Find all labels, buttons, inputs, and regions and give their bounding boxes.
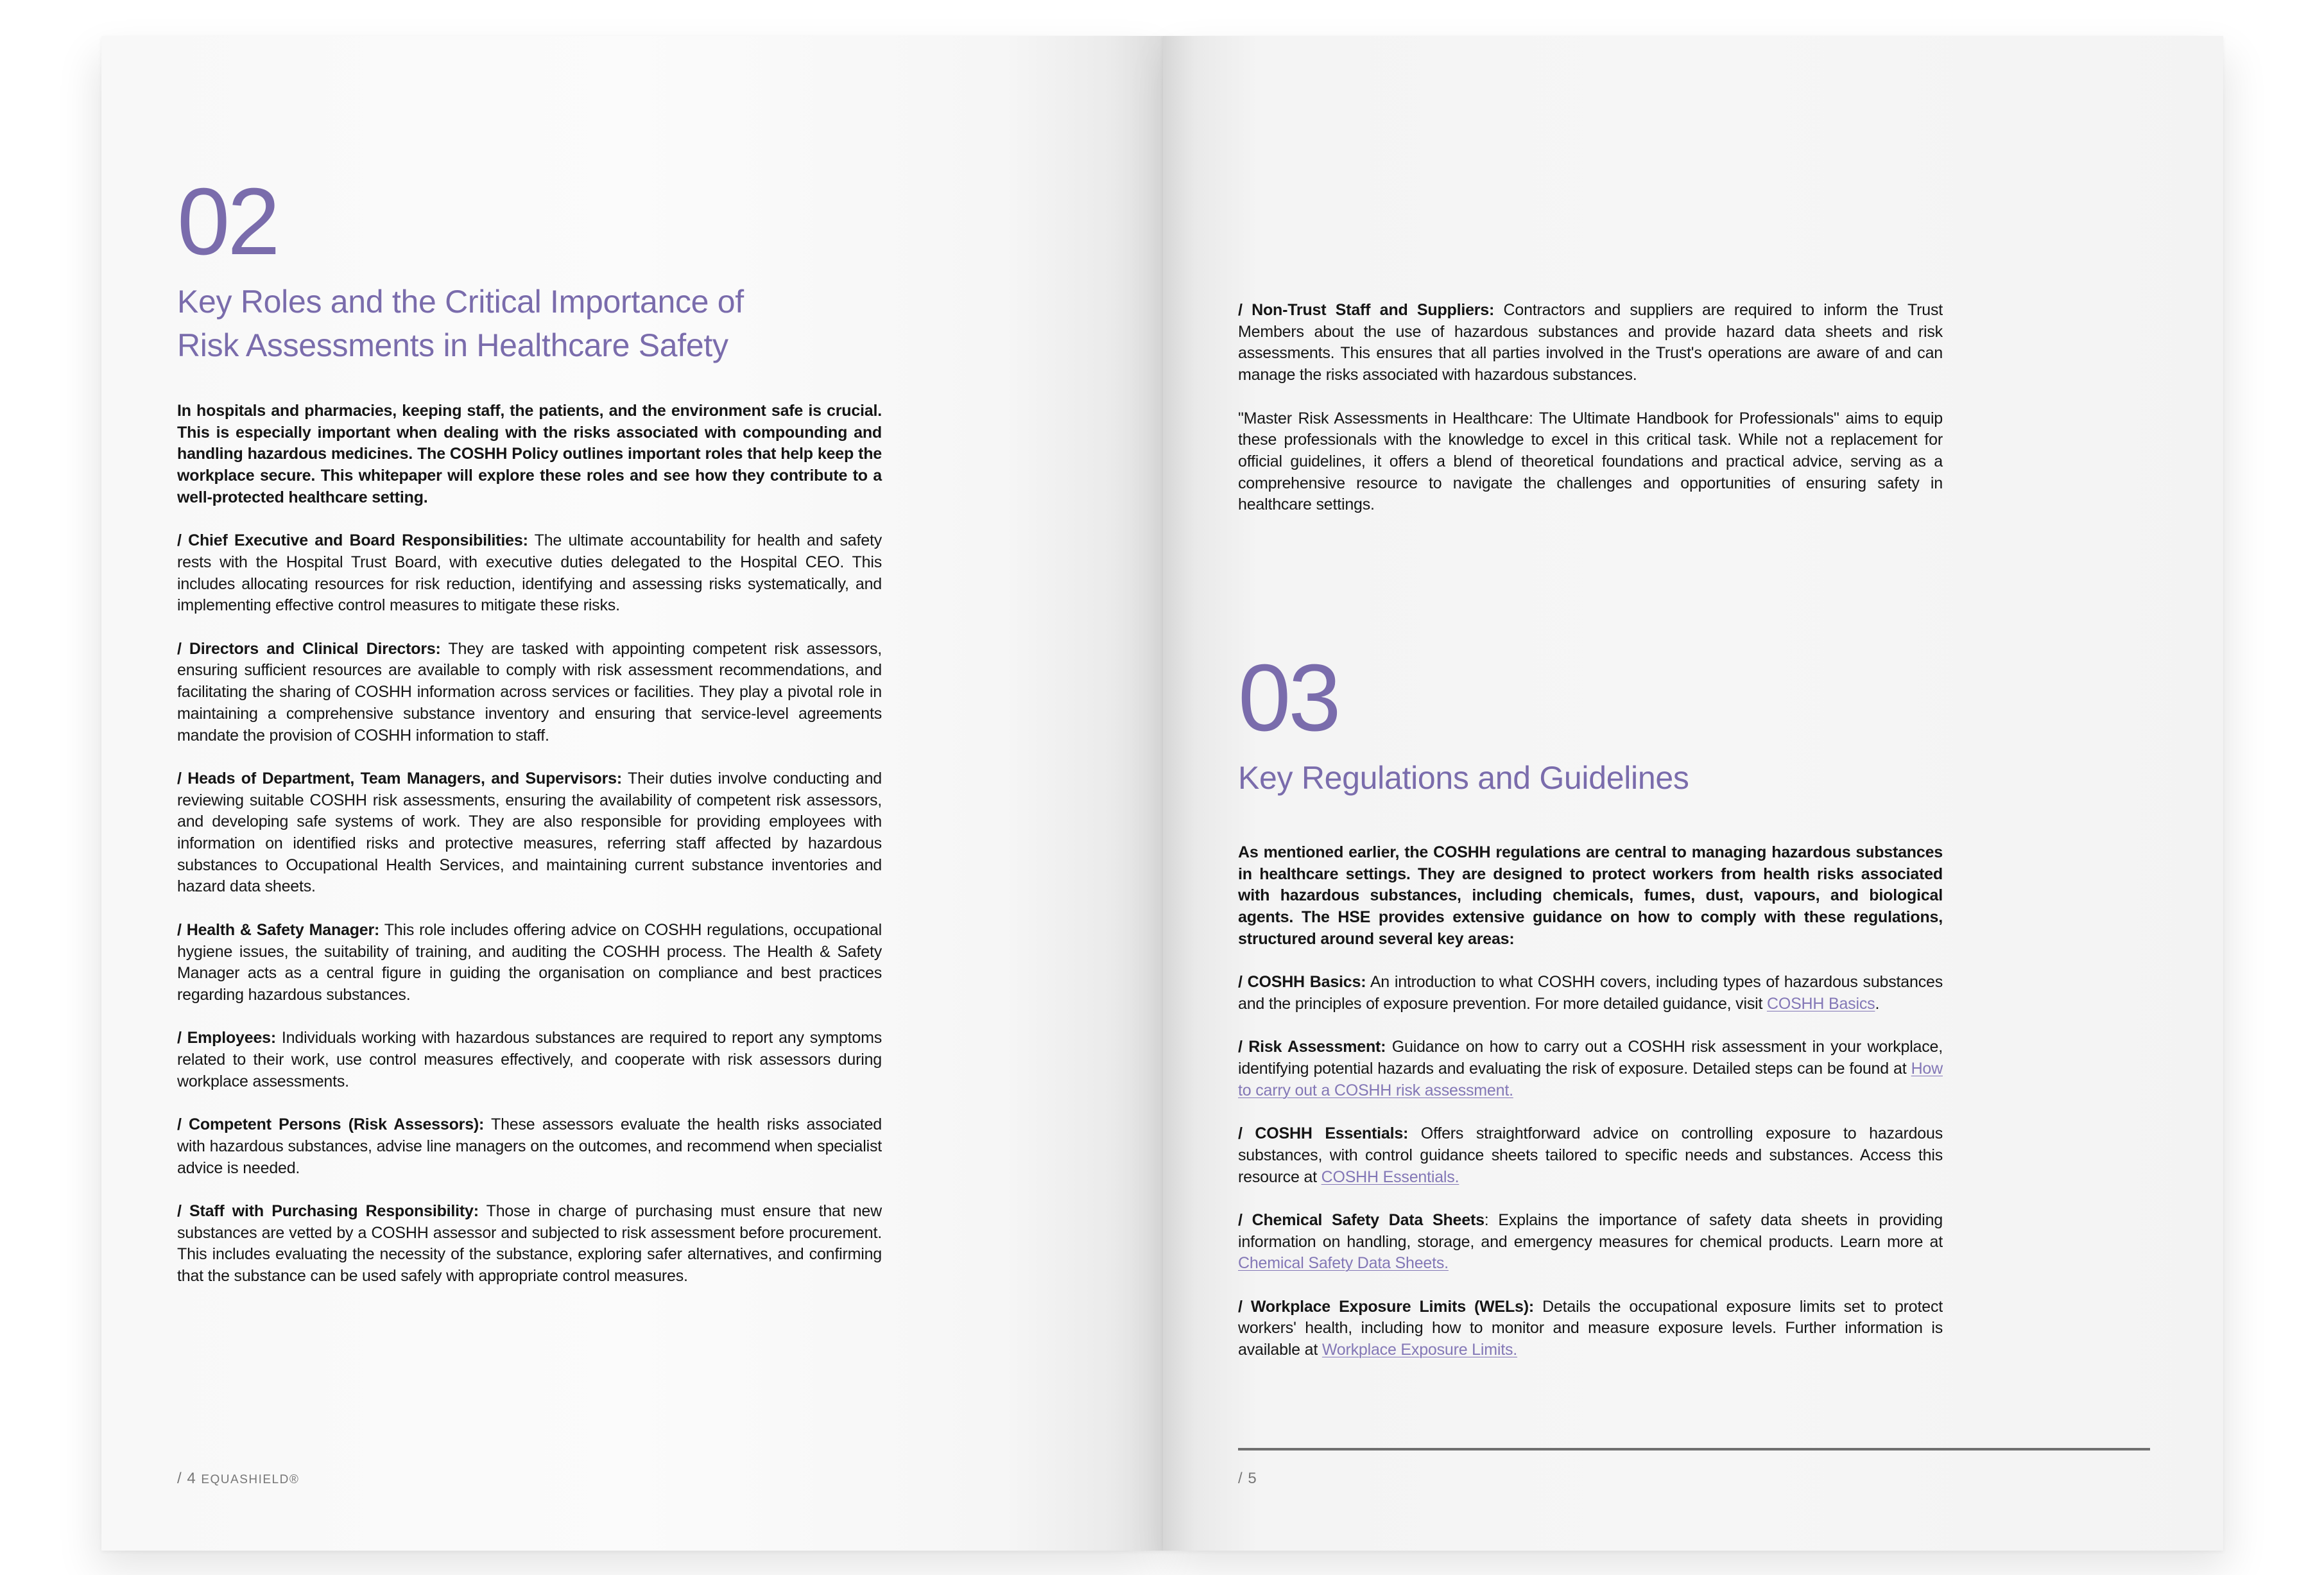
- guideline-paragraph: [1238, 1296, 1943, 1361]
- role-heading: / Non-Trust Staff and Suppliers:: [1238, 301, 1495, 319]
- role-heading: / Heads of Department, Team Managers, and Supervisors:: [177, 769, 622, 788]
- safety-data-sheets-link[interactable]: Chemical Safety Data Sheets.: [1238, 1254, 1449, 1273]
- role-text: The ultimate accountability for health and safety rests with the Hospital Trust Board, with executive duties delegated to the Hospital CEO. This includes allocating resources for risk reduction, identifying and assessing risks systematically, and implementing effective control measures to mitigate these risks.: [177, 531, 882, 615]
- role-text: Individuals working with hazardous substances are required to report any symptoms related to their work, use control measures effectively, and cooperate with risk assessors during workplace assessments.: [177, 1029, 882, 1090]
- role-text: Their duties involve conducting and reviewing suitable COSHH risk assessments, ensuring the availability of competent risk assessors, and developing safe systems of work. They are also responsible for providing employees with information on identified risks and protective measures, referring staff affected by hazardous substances to Occupational Health Services, and maintaining current substance inventories and hazard data sheets.: [177, 769, 882, 896]
- role-text: Those in charge of purchasing must ensure that new substances are vetted by a COSHH assessor and subjected to risk assessment before procurement. This includes evaluating the necessity of the substance, exploring safer alternatives, and confirming that the substance can be used safely with appropriate control measures.: [177, 1201, 882, 1286]
- page-number: / 4: [177, 1470, 196, 1487]
- role-heading: / Health & Safety Manager:: [177, 920, 380, 939]
- guideline-heading: / COSHH Basics:: [1238, 973, 1366, 992]
- page-number: / 5: [1238, 1470, 1257, 1487]
- role-text: This role includes offering advice on COSHH regulations, occupational hygiene issues, the suitability of training, and auditing the COSHH process. The Health & Safety Manager acts as a central figure in guiding the organisation on compliance and best practices regarding hazardous substances.: [177, 920, 882, 1004]
- right-page: [1163, 36, 2223, 1551]
- guideline-paragraph: [1238, 972, 1943, 1015]
- role-text: Contractors and suppliers are required to inform the Trust Members about the use of hazardous substances and provide hazard data sheets and risk assessments. This ensures that all parties involved in the Trust's operations are aware of and can manage the risks associated with hazardous substances.: [1238, 301, 1943, 384]
- role-heading: / Chief Executive and Board Responsibilities:: [177, 531, 528, 550]
- role-paragraph: [1238, 300, 1943, 386]
- risk-assessment-link[interactable]: How to carry out a COSHH risk assessment.: [1238, 1060, 1943, 1099]
- intro-paragraph: In hospitals and pharmacies, keeping staff, the patients, and the environment safe is crucial. This is especially important when dealing with the risks associated with compounding and handling hazardous medicines. The COSHH Policy outlines important roles that help keep the workplace secure. This whitepaper will explore these roles and see how they contribute to a well-protected healthcare setting.: [177, 402, 882, 506]
- role-heading: / Directors and Clinical Directors:: [177, 639, 441, 658]
- role-paragraph: [177, 1201, 882, 1287]
- role-paragraph: [177, 1028, 882, 1092]
- guideline-text: Details the occupational exposure limits set to protect workers' health, including how to monitor and measure exposure levels. Further information is available at: [1238, 1297, 1943, 1359]
- role-paragraph: [177, 920, 882, 1006]
- role-heading: / Employees:: [177, 1029, 276, 1047]
- role-heading: / Competent Persons (Risk Assessors):: [177, 1115, 485, 1134]
- section-title-line-2: Risk Assessments in Healthcare Safety: [177, 327, 728, 363]
- handbook-paragraph: "Master Risk Assessments in Healthcare: The Ultimate Handbook for Professionals" aims to equip these professionals with the knowledge to excel in this critical task. While not a replacement for official guidelines, it offers a blend of theoretical foundations and practical advice, serving as a comprehensive resource to navigate the challenges and opportunities of ensuring safety in healthcare settings.: [1238, 409, 1943, 514]
- right-top-body: [1238, 300, 1943, 538]
- guideline-heading: / Chemical Safety Data Sheets: [1238, 1210, 1485, 1229]
- guideline-text: An introduction to what COSHH covers, including types of hazardous substances and the principles of exposure prevention. For more detailed guidance, visit: [1238, 973, 1943, 1013]
- brand-logo-text: EQUASHIELD®: [201, 1473, 300, 1486]
- guideline-paragraph: [1238, 1037, 1943, 1101]
- coshh-basics-link[interactable]: COSHH Basics: [1766, 994, 1875, 1013]
- section-number-03: 03: [1238, 645, 1339, 751]
- role-paragraph: [177, 1114, 882, 1179]
- section-title-03: Key Regulations and Guidelines: [1238, 760, 1689, 796]
- regulations-intro: As mentioned earlier, the COSHH regulations are central to managing hazardous substances in healthcare settings. They are designed to protect workers from health risks associated with hazardous substances, including chemicals, fumes, dust, vapours, and biological agents. The HSE provides extensive guidance on how to comply with these regulations, structured around several key areas:: [1238, 843, 1943, 948]
- role-text: They are tasked with appointing competent risk assessors, ensuring sufficient resources are available to comply with risk assessment recommendations, and facilitating the sharing of COSHH information across services or facilities. They play a pivotal role in maintaining a comprehensive substance inventory and ensuring that service-level agreements mandate the provision of COSHH information to staff.: [177, 639, 882, 744]
- left-body: [177, 400, 882, 1309]
- footer-divider: [1238, 1448, 2150, 1450]
- guideline-paragraph: [1238, 1123, 1943, 1188]
- role-paragraph: [177, 639, 882, 747]
- left-footer: [177, 1470, 299, 1488]
- guideline-heading: / COSHH Essentials:: [1238, 1124, 1409, 1143]
- right-footer: [1238, 1470, 1257, 1488]
- guideline-heading: / Workplace Exposure Limits (WELs):: [1238, 1297, 1535, 1316]
- role-paragraph: [177, 768, 882, 898]
- guideline-tail: .: [1875, 994, 1880, 1013]
- role-heading: / Staff with Purchasing Responsibility:: [177, 1201, 479, 1220]
- section-title-line-1: Key Roles and the Critical Importance of: [177, 284, 744, 320]
- guideline-text: Guidance on how to carry out a COSHH risk assessment in your workplace, identifying potential hazards and evaluating the risk of exposure. Detailed steps can be found at: [1238, 1038, 1943, 1078]
- left-page: [101, 36, 1163, 1551]
- guideline-text: : Explains the importance of safety data sheets in providing information on handling, storage, and emergency measures for chemical products. Learn more at: [1238, 1210, 1943, 1251]
- guideline-heading: / Risk Assessment:: [1238, 1038, 1386, 1056]
- section-number-02: 02: [177, 169, 278, 275]
- guideline-paragraph: [1238, 1210, 1943, 1275]
- exposure-limits-link[interactable]: Workplace Exposure Limits.: [1321, 1341, 1518, 1359]
- guideline-text: Offers straightforward advice on controlling exposure to hazardous substances, with control guidance sheets tailored to specific needs and substances. Access this resource at: [1238, 1124, 1943, 1186]
- right-body: [1238, 842, 1943, 1382]
- role-paragraph: [177, 530, 882, 617]
- section-title-02: [177, 280, 1011, 367]
- coshh-essentials-link[interactable]: COSHH Essentials.: [1321, 1167, 1459, 1186]
- role-text: These assessors evaluate the health risks associated with hazardous substances, advise line managers on the outcomes, and recommend when specialist advice is needed.: [177, 1115, 882, 1177]
